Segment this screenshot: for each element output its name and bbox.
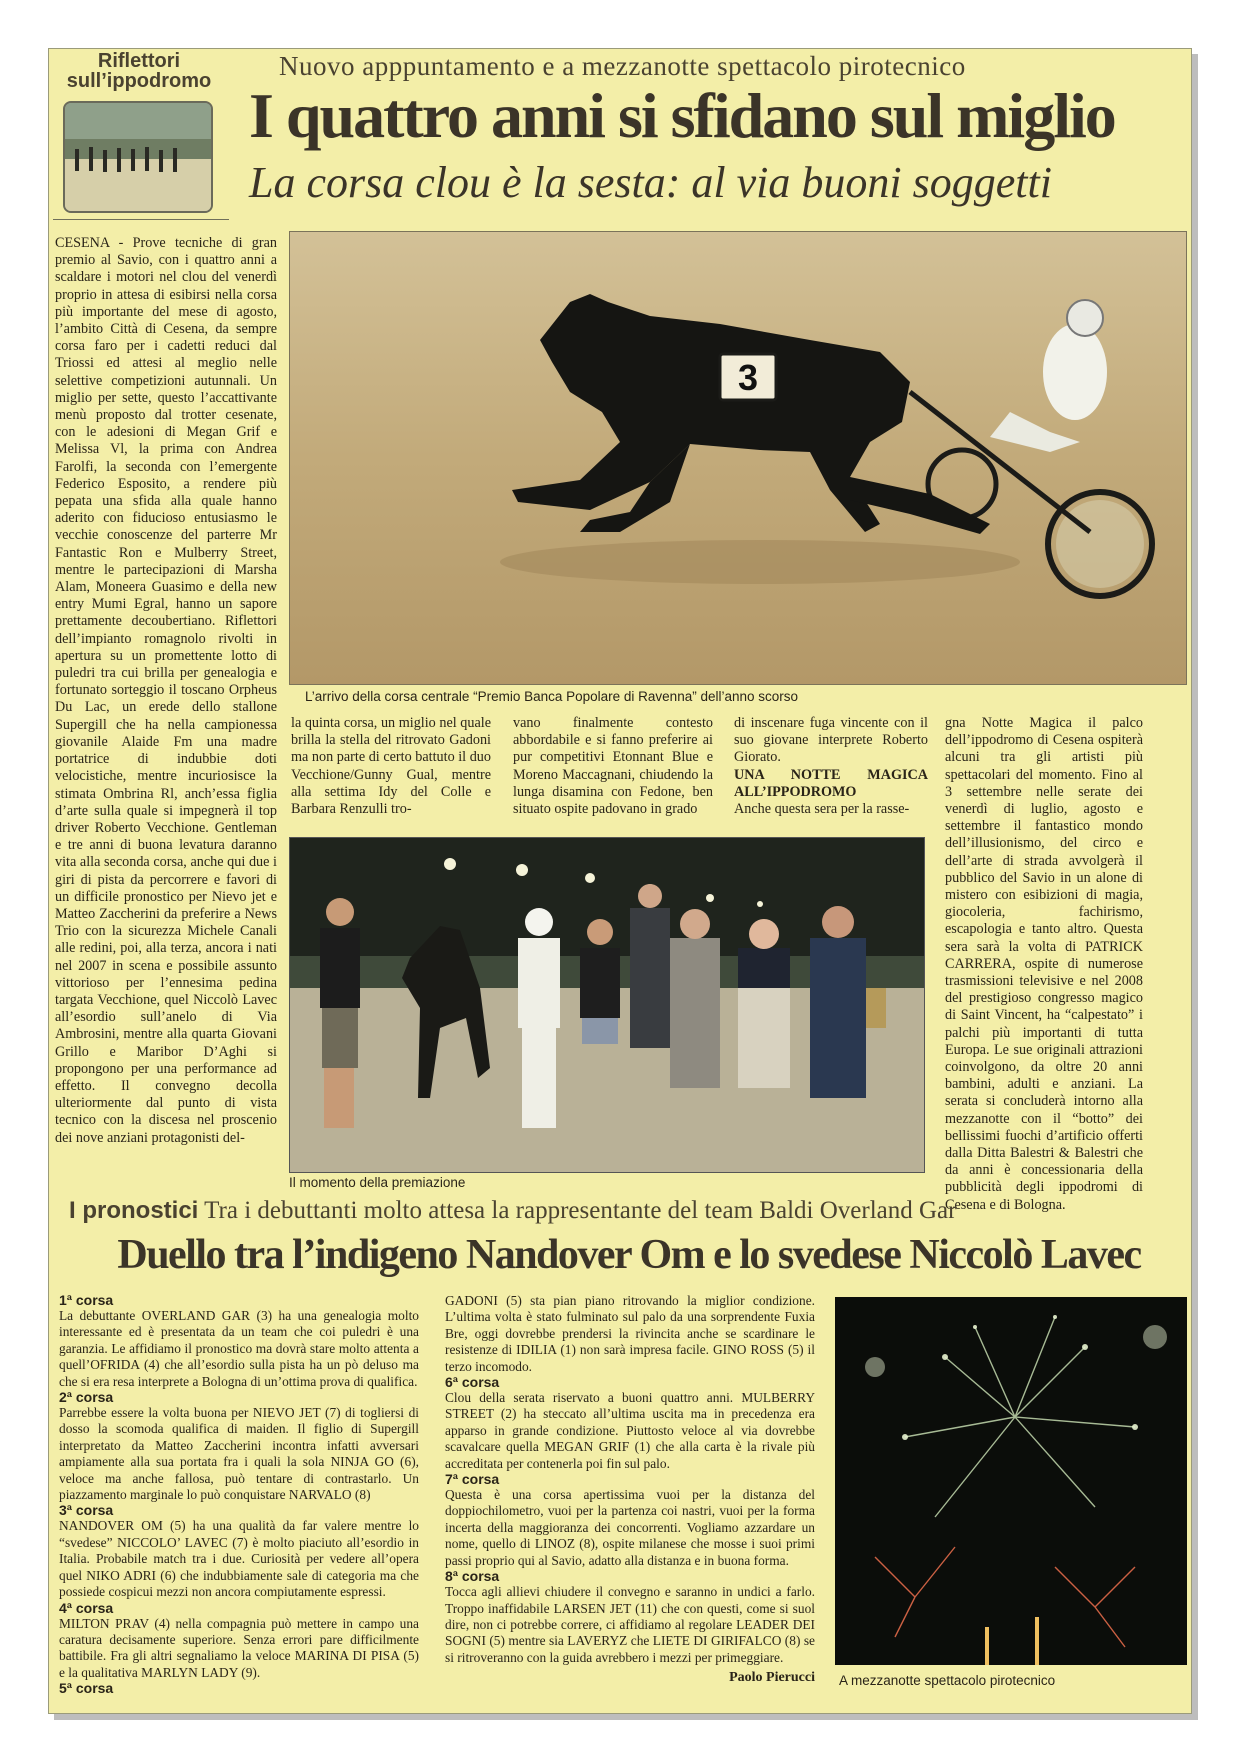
bib-number: 3 xyxy=(737,357,759,398)
pronostici-label: I pronostici xyxy=(69,1197,199,1224)
article-column-1 xyxy=(55,235,277,1147)
article-column-1-text: CESENA - Prove tecniche di gran premio al Savio, con i quattro anni a scaldare i motori nel clou del venerdì proprio in attesa di esibirsi nella corsa più importante del mese di agosto, l’ambito Città di Cesena, da sempre corsa faro per i cadetti reduci dal Triossi ed attesi al meglio nelle selettive competizioni autunnali. Un miglio per sette, questo l’accattivante menù proposto dal trotter cesenate, con le adesioni di Megan Grif e Melissa Vl, la prima con Andrea Farolfi, la seconda con l’emergente Federico Esposito, a rendere più pepata una sfida alla quale hanno aderito con fiducioso entusiasmo le vecchie conoscenze del parterre Mr Fantastic Ron e Mulberry Street, mentre le partecipazioni di Marsha Alam, Moneera Guasimo e della new entry Mumi Egral, hanno un sapore prettamente decoubertiano. Riflettori dell’impianto romagnolo rivolti in apertura su un promettente lotto di puledri tra cui brilla per genealogia e fortunato sorteggio il toscano Orpheus Du Lac, un erede dello stallone Supergill che ha nella campionessa giovanile Alaide Fm una madre portatrice di indubbie doti velocistiche, mentre incuriosisce la stimata Ombrina Rl, anch’essa figlia d’arte sulla quale si impegnerà il top driver Roberto Vecchione. Gentleman e tre anni di buona levatura daranno vita alla seconda corsa, anche qui due i giri di pista da percorrere e favori di un difficile pronostico per Nievo jet e Matteo Zaccherini da preferire a News Trio con la sicurezza Michele Canali alle redini, poi, alla terza, ancora i nati nel 2007 in scena e possibile assunto vittorioso per l’ennesima pedina targata Vecchione, quel Niccolò Lavec all’esordio sull’anelo di Via Ambrosini, mentre alla quarta Giovani Grillo e Maribor D’Aghi si propongono per una performance ad effetto. Il convegno decolla ulteriormente dal punto di vista tecnico con la discesa nel proscenio dei nove anziani protagonisti del- xyxy=(55,235,277,1146)
article-column-3 xyxy=(513,715,713,818)
article-column-3-text: vano finalmente contesto abbordabile e si fanno preferire ai pur competitivi Etonnant Blue e Moreno Maccagnani, chiudendo la lunga disamina con Fedone, ben situato ospite padovano in grado xyxy=(513,715,713,818)
race-title: 5ª corsa xyxy=(59,1680,114,1697)
article-column-4-text-a: di inscenare fuga vincente con il suo giovane interprete Roberto Giorato. xyxy=(734,715,928,766)
rubric-line-2: sull’ippodromo xyxy=(66,70,212,92)
races-column-middle xyxy=(445,1293,815,1687)
fireworks-photo-caption: A mezzanotte spettacolo pirotecnico xyxy=(839,1673,1056,1688)
article-column-4 xyxy=(734,715,928,818)
article-subheadline: La corsa clou è la sesta: al via buoni soggetti xyxy=(249,158,1052,207)
race-title: 3ª corsa xyxy=(59,1502,114,1519)
race-title: 4ª corsa xyxy=(59,1599,114,1616)
race-photo-caption: L’arrivo della corsa centrale “Premio Banca Popolare di Ravenna” dell’anno scorso xyxy=(305,689,799,704)
award-ceremony-photo xyxy=(289,837,925,1173)
race-text: NANDOVER OM (5) ha una qualità da far valere mentre lo “svedese” NICCOLO’ LAVEC (7) è molto piaciuto all’esordio in Italia. Probabile match tra i due. Curiosità per vedere all’opera quel NIKO ADRI (6) che indubbiamente sale di categoria ma che possiede cospicui mezzi non ancora compiutamente espressi. xyxy=(59,1518,419,1600)
newspaper-page xyxy=(48,48,1192,1714)
pronostici-headline: Duello tra l’indigeno Nandover Om e lo svedese Niccolò Lavec xyxy=(117,1232,1141,1278)
rubric-line-1: Riflettori xyxy=(97,50,181,72)
race-title: 1ª corsa xyxy=(59,1292,114,1308)
pronostici-kicker-text: Tra i debuttanti molto attesa la rappresentante del team Baldi Overland Gar xyxy=(204,1197,957,1224)
notte-magica-subhead: UNA NOTTE MAGICA ALL’IPPODROMO xyxy=(734,766,928,800)
race-text: La debuttante OVERLAND GAR (3) ha una genealogia molto interessante ed è presentata da un team che coi puledri è una garanzia. Le affidiamo il pronostico ma dovrà stare molto attenta a quell’OFRIDA (4) che all’esordio sulla pista ha un pò deluso ma che si era resa interprete a Bologna di un’ottima prova di qualifica. xyxy=(59,1308,419,1389)
race-title: 6ª corsa xyxy=(445,1374,500,1391)
article-column-5-text: gna Notte Magica il palco dell’ippodromo di Cesena ospiterà alcuni tra gli artisti più spettacolari del momento. Fino al 3 settembre nelle serate dei venerdì di luglio, agosto e settembre il fantastico mondo dell’illusionismo, del circo e dell’arte di strada avvolgerà il pubblico del Savio in un alone di mistero con esibizioni di magia, giocoleria, fachirismo, escapologia e tanto altro. Questa sera sarà la volta di PATRICK CARRERA, ospite di numerose trasmissioni televisive e nel 2008 del prestigioso congresso magico di Saint Vincent, ha “calpestato” i palchi più importanti di tutta Europa. Le sue originali attrazioni coinvolgono, da oltre 20 anni bambini, adulti e anziani. La serata si concluderà intorno alla mezzanotte con il “botto” dei bellissimi fuochi d’artificio offerti dalla Ditta Balestri & Balestri che da anni è concessionaria della pubblicità degli ippodromi di Cesena e di Bologna. xyxy=(945,715,1143,1213)
award-photo-caption: Il momento della premiazione xyxy=(289,1175,466,1190)
article-headline: I quattro anni si sfidano sul miglio xyxy=(249,80,1115,151)
article-column-2 xyxy=(291,715,491,818)
races-column-left xyxy=(59,1293,419,1696)
race-text: MILTON PRAV (4) nella compagnia può mettere in campo una caratura decisamente superiore. Senza errori pare difficilmente battibile. Fra gli altri segnaliamo la veloce MARINA DI PISA (5) e la qualitativa MARLYN LADY (9). xyxy=(59,1615,419,1680)
race-title: 7ª corsa xyxy=(445,1471,500,1488)
article-kicker: Nuovo apppuntamento e a mezzanotte spettacolo pirotecnico xyxy=(279,51,966,81)
race-text: Clou della serata riservato a buoni quattro anni. MULBERRY STREET (2) ha steccato all’ultima uscita ma in precedenza era apparso in grande condizione. Piuttosto veloce al via dovrebbe scavalcare quella MEGAN GRIF (1) che alla carta è la rivale più accreditata per contenerla poi fin sul palo. xyxy=(445,1390,815,1471)
race-title: 8ª corsa xyxy=(445,1568,500,1585)
race-text: GADONI (5) sta pian piano ritrovando la miglior condizione. L’ultima volta è stato fulminato sul palo da una sorprendente Fuxia Bre, oggi dovrebbe prendersi la rivincita anche se scardinare le resistenze di IDILIA (1) non sarà impresa facile. GINO ROSS (5) il terzo incomodo. xyxy=(445,1293,815,1374)
rubric-rule xyxy=(53,219,229,220)
byline: Paolo Pierucci xyxy=(729,1670,815,1686)
race-text: Parrebbe essere la volta buona per NIEVO JET (7) di togliersi di dosso la scomoda qualifica di maiden. Il figlio di Supergill interpretato da Matteo Zaccherini incontra infatti avversari ampiamente alla sua portata fra i quali la sola NINJA GO (6), veloce ma anche fallosa, può tentare di contrastarlo. Un piazzamento marginale lo può conquistare NARVALO (8) xyxy=(59,1405,419,1503)
article-column-2-text: la quinta corsa, un miglio nel quale brilla la stella del ritrovato Gadoni ma non parte di certo battuto il duo Vecchione/Gunny Gual, mentre alla settima Idy del Colle e Barbara Renzulli tro- xyxy=(291,715,491,818)
race-photo xyxy=(289,231,1187,685)
pronostici-kicker xyxy=(69,1197,1189,1225)
racetrack-thumbnail xyxy=(63,101,213,213)
race-text: Tocca agli allievi chiudere il convegno e saranno in undici a farlo. Troppo inaffidabile LARSEN JET (11) che con questi, come si suol dire, non ci potrebbe correre, ci affidiamo al regolare LEADER DEI SOGNI (5) mentre sia LAVERYZ che LIETE DI GIRIFALCO (8) se si ritroveranno con la guida avrebbero i mezzi per primeggiare. xyxy=(445,1584,815,1665)
fireworks-photo xyxy=(835,1297,1187,1665)
race-title: 2ª corsa xyxy=(59,1389,114,1406)
section-rubric xyxy=(53,51,225,91)
race-text: Questa è una corsa apertissima vuoi per la distanza del doppiochilometro, vuoi per la partenza coi nastri, vuoi per la forma incerta della maggioranza dei concorrenti. Vogliamo azzardare un nome, quello di LINOZ (8), ospite milanese che mosse i suoi primi passi proprio qui al Savio, adatto alla distanza e in buona forma. xyxy=(445,1487,815,1568)
article-column-4-text-b: Anche questa sera per la rasse- xyxy=(734,801,910,818)
article-column-5 xyxy=(945,715,1143,1214)
